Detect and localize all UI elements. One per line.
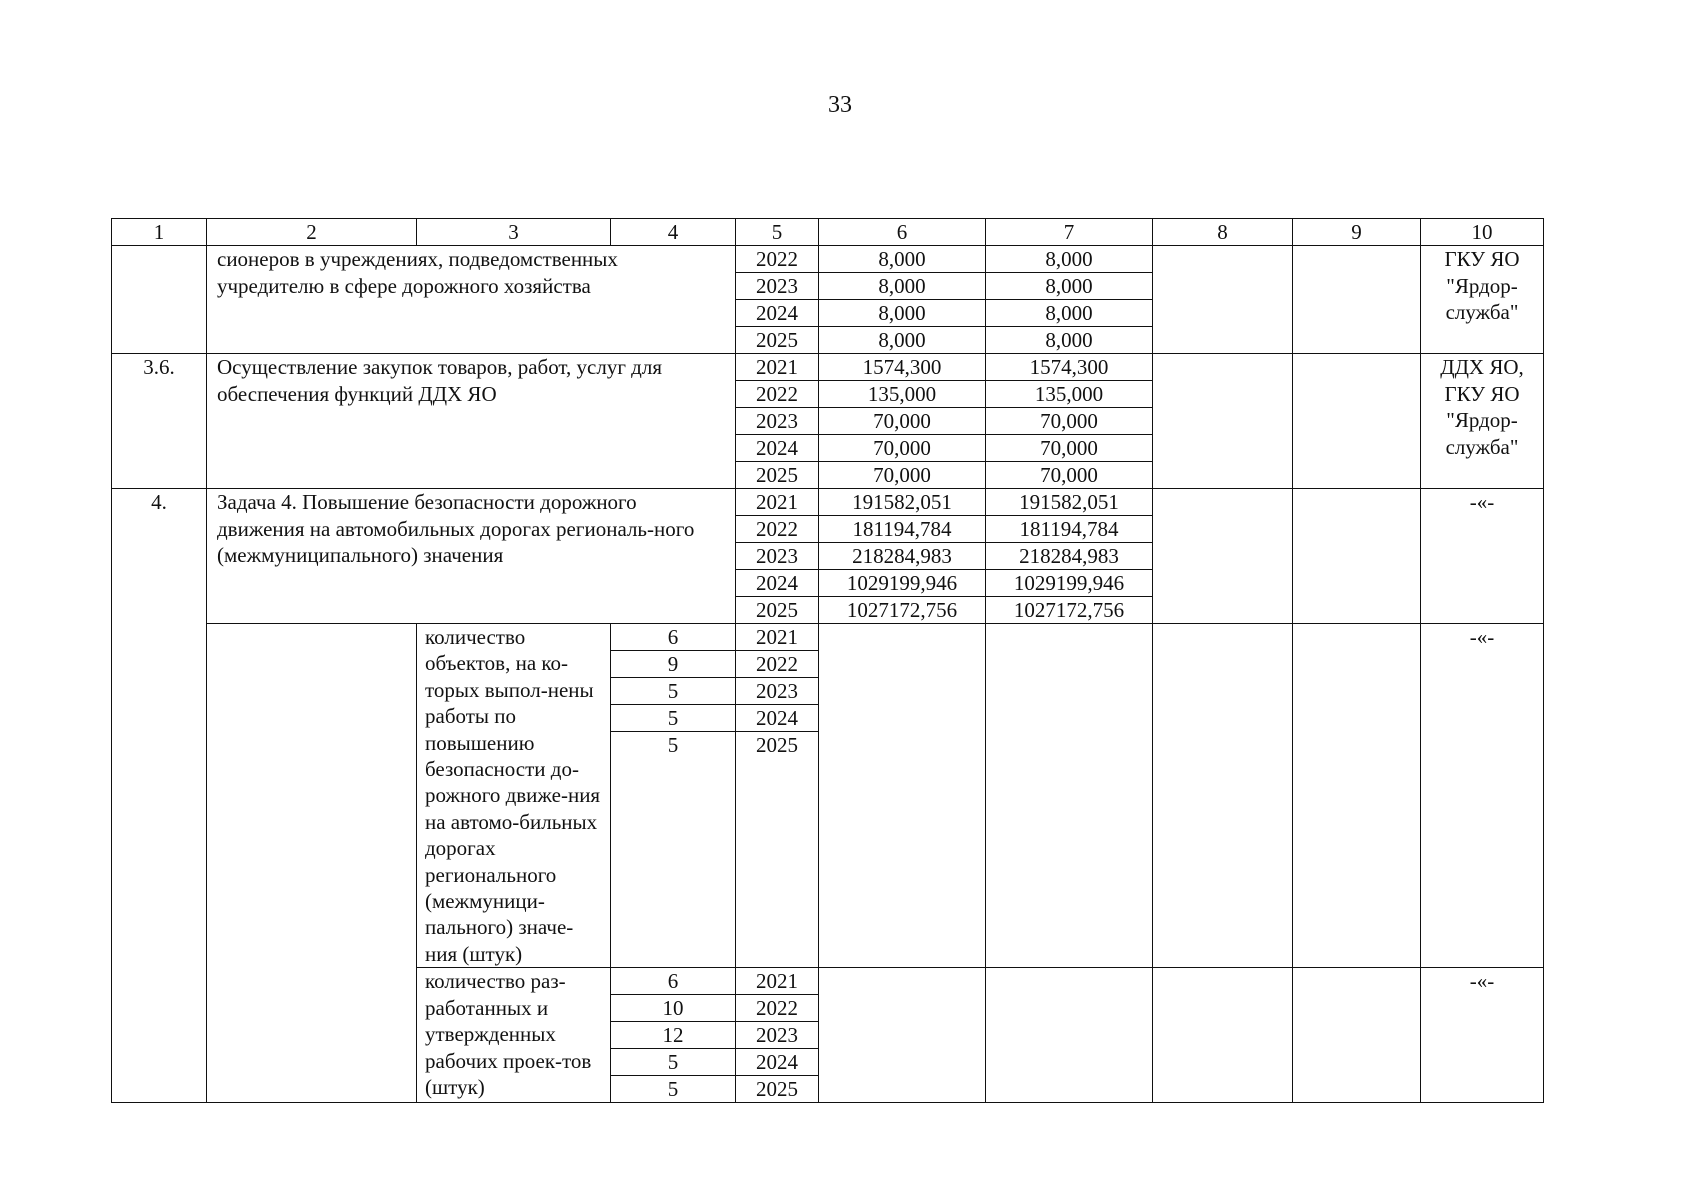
col-header-3: 3 bbox=[417, 219, 611, 246]
col9-empty bbox=[1293, 489, 1421, 624]
col7-empty bbox=[986, 968, 1153, 1103]
executor: ДДХ ЯО, ГКУ ЯО "Ярдор-служба" bbox=[1421, 354, 1544, 489]
year-cell: 2023 bbox=[736, 273, 819, 300]
col-header-6: 6 bbox=[819, 219, 986, 246]
amount-total: 70,000 bbox=[819, 435, 986, 462]
indicator-value: 5 bbox=[611, 1049, 736, 1076]
col-header-2: 2 bbox=[207, 219, 417, 246]
amount-total: 1029199,946 bbox=[819, 570, 986, 597]
col6-empty bbox=[819, 624, 986, 968]
activity-text: сионеров в учреждениях, подведомственных учредителю в сфере дорожного хозяйства bbox=[207, 246, 736, 354]
indicator-value: 6 bbox=[611, 968, 736, 995]
amount-total: 8,000 bbox=[819, 300, 986, 327]
col-header-4: 4 bbox=[611, 219, 736, 246]
col8-empty bbox=[1153, 489, 1293, 624]
indicator-value: 10 bbox=[611, 995, 736, 1022]
indicator-value: 5 bbox=[611, 1076, 736, 1103]
col-header-10: 10 bbox=[1421, 219, 1544, 246]
year-cell: 2021 bbox=[736, 489, 819, 516]
year-cell: 2024 bbox=[736, 570, 819, 597]
col-header-5: 5 bbox=[736, 219, 819, 246]
amount-regional: 70,000 bbox=[986, 435, 1153, 462]
indicator-value: 5 bbox=[611, 732, 736, 968]
col8-empty bbox=[1153, 624, 1293, 968]
executor: -«- bbox=[1421, 968, 1544, 1103]
program-table bbox=[111, 218, 1544, 1103]
amount-total: 70,000 bbox=[819, 408, 986, 435]
amount-total: 1027172,756 bbox=[819, 597, 986, 624]
amount-regional: 8,000 bbox=[986, 246, 1153, 273]
year-cell: 2021 bbox=[736, 624, 819, 651]
year-cell: 2024 bbox=[736, 435, 819, 462]
col8-empty bbox=[1153, 246, 1293, 354]
amount-regional: 8,000 bbox=[986, 327, 1153, 354]
year-cell: 2021 bbox=[736, 968, 819, 995]
amount-regional: 70,000 bbox=[986, 408, 1153, 435]
col-header-9: 9 bbox=[1293, 219, 1421, 246]
col8-empty bbox=[1153, 354, 1293, 489]
amount-total: 8,000 bbox=[819, 327, 986, 354]
col7-empty bbox=[986, 624, 1153, 968]
column-numbers-row bbox=[112, 219, 1544, 246]
amount-total: 8,000 bbox=[819, 246, 986, 273]
row-number: 4. bbox=[112, 489, 207, 1103]
amount-regional: 181194,784 bbox=[986, 516, 1153, 543]
executor: ГКУ ЯО "Ярдор-служба" bbox=[1421, 246, 1544, 354]
amount-total: 181194,784 bbox=[819, 516, 986, 543]
amount-total: 70,000 bbox=[819, 462, 986, 489]
col9-empty bbox=[1293, 354, 1421, 489]
row-number-empty bbox=[112, 246, 207, 354]
table-row bbox=[112, 624, 1544, 651]
col6-empty bbox=[819, 968, 986, 1103]
amount-regional: 1027172,756 bbox=[986, 597, 1153, 624]
year-cell: 2025 bbox=[736, 732, 819, 968]
amount-total: 135,000 bbox=[819, 381, 986, 408]
amount-regional: 218284,983 bbox=[986, 543, 1153, 570]
year-cell: 2022 bbox=[736, 381, 819, 408]
year-cell: 2021 bbox=[736, 354, 819, 381]
year-cell: 2023 bbox=[736, 408, 819, 435]
year-cell: 2023 bbox=[736, 678, 819, 705]
indicator-text: количество раз-работанных и утвержденных рабочих проек-тов (штук) bbox=[417, 968, 611, 1103]
year-cell: 2025 bbox=[736, 1076, 819, 1103]
amount-regional: 70,000 bbox=[986, 462, 1153, 489]
amount-regional: 191582,051 bbox=[986, 489, 1153, 516]
year-cell: 2024 bbox=[736, 705, 819, 732]
amount-total: 8,000 bbox=[819, 273, 986, 300]
table-row bbox=[112, 246, 1544, 273]
activity-text: Осуществление закупок товаров, работ, услуг для обеспечения функций ДДХ ЯО bbox=[207, 354, 736, 489]
table-row bbox=[112, 354, 1544, 381]
col-header-7: 7 bbox=[986, 219, 1153, 246]
year-cell: 2025 bbox=[736, 327, 819, 354]
col8-empty bbox=[1153, 968, 1293, 1103]
amount-total: 191582,051 bbox=[819, 489, 986, 516]
col-header-1: 1 bbox=[112, 219, 207, 246]
executor: -«- bbox=[1421, 489, 1544, 624]
table-row bbox=[112, 489, 1544, 516]
amount-regional: 135,000 bbox=[986, 381, 1153, 408]
executor: -«- bbox=[1421, 624, 1544, 968]
year-cell: 2025 bbox=[736, 597, 819, 624]
amount-total: 218284,983 bbox=[819, 543, 986, 570]
col9-empty bbox=[1293, 968, 1421, 1103]
indicator-value: 6 bbox=[611, 624, 736, 651]
col2-empty bbox=[207, 624, 417, 1103]
year-cell: 2024 bbox=[736, 1049, 819, 1076]
page-number: 33 bbox=[828, 92, 852, 118]
year-cell: 2022 bbox=[736, 246, 819, 273]
indicator-value: 5 bbox=[611, 705, 736, 732]
amount-regional: 1574,300 bbox=[986, 354, 1153, 381]
col9-empty bbox=[1293, 624, 1421, 968]
indicator-text: количество объектов, на ко-торых выпол-нены работы по повышению безопасности до-рожного движе-ния на автомо-бильных дорогах регионального (межмуници-пального) значе-ния (штук) bbox=[417, 624, 611, 968]
amount-regional: 8,000 bbox=[986, 273, 1153, 300]
amount-regional: 8,000 bbox=[986, 300, 1153, 327]
indicator-value: 12 bbox=[611, 1022, 736, 1049]
year-cell: 2022 bbox=[736, 651, 819, 678]
col-header-8: 8 bbox=[1153, 219, 1293, 246]
year-cell: 2022 bbox=[736, 995, 819, 1022]
year-cell: 2022 bbox=[736, 516, 819, 543]
amount-regional: 1029199,946 bbox=[986, 570, 1153, 597]
row-number: 3.6. bbox=[112, 354, 207, 489]
year-cell: 2025 bbox=[736, 462, 819, 489]
task-text: Задача 4. Повышение безопасности дорожного движения на автомобильных дорогах региональ-ного (межмуниципального) значения bbox=[207, 489, 736, 624]
indicator-value: 9 bbox=[611, 651, 736, 678]
col9-empty bbox=[1293, 246, 1421, 354]
year-cell: 2023 bbox=[736, 543, 819, 570]
amount-total: 1574,300 bbox=[819, 354, 986, 381]
year-cell: 2024 bbox=[736, 300, 819, 327]
year-cell: 2023 bbox=[736, 1022, 819, 1049]
indicator-value: 5 bbox=[611, 678, 736, 705]
